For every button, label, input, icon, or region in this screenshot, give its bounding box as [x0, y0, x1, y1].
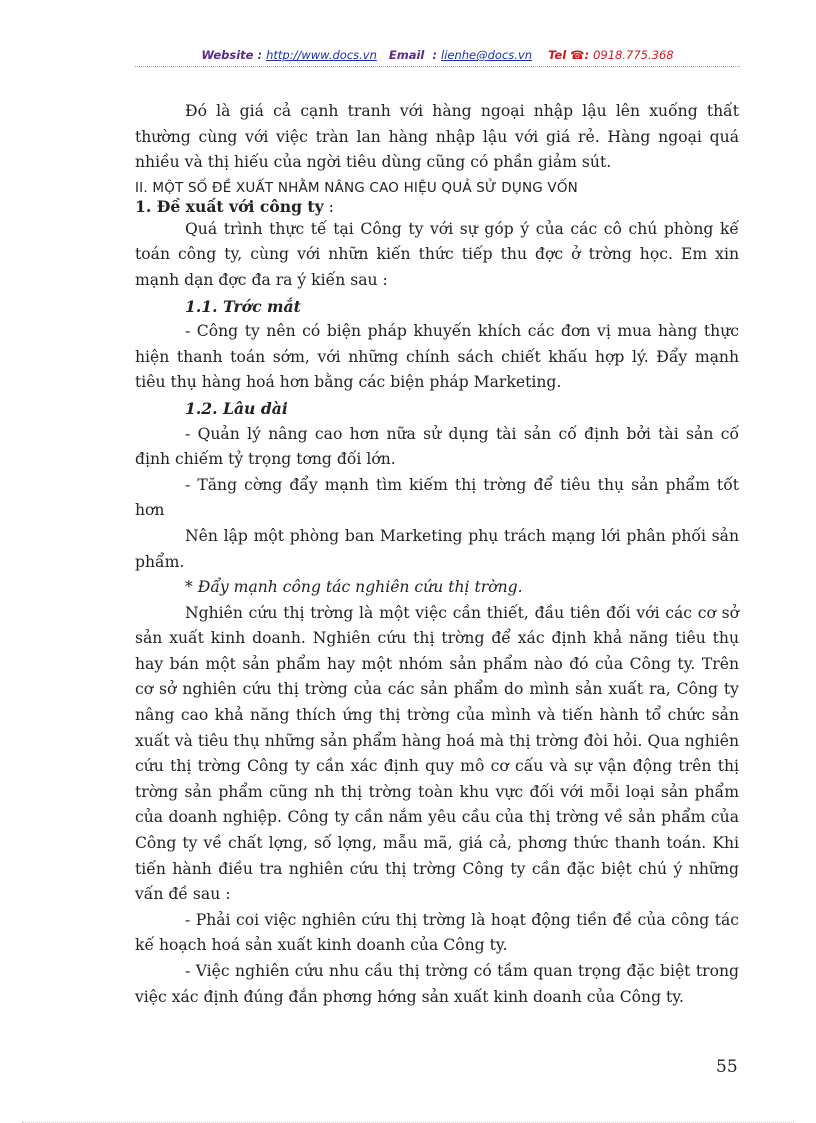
- header-divider: [135, 66, 740, 67]
- page-header: [135, 48, 740, 62]
- website-link[interactable]: http://www.docs.vn: [266, 48, 377, 62]
- paragraph: - Việc nghiên cứu nhu cầu thị trờng có tầm quan trọng đặc biệt trong việc xác định đúng đắn phơng hớng sản xuất kinh doanh của Công ty.: [135, 962, 739, 1006]
- subheading-short-term: 1.1. Trớc mắt: [185, 296, 301, 316]
- paragraph: - Quản lý nâng cao hơn nữa sử dụng tài sản cố định bởi tài sản cố định chiếm tỷ trọng tơng đối lớn.: [135, 424, 739, 469]
- paragraph: - Công ty nên có biện pháp khuyến khích các đơn vị mua hàng thực hiện thanh toán sớm, với những chính sách chiết khấu hợp lý. Đẩy mạnh tiêu thụ hàng hoá hơn bằng các biện pháp Marketing.: [135, 322, 739, 392]
- page-number: 55: [716, 1057, 738, 1077]
- email-label: Email: [388, 48, 425, 62]
- subheading-long-term: 1.2. Lâu dài: [185, 398, 288, 418]
- paragraph: Đó là giá cả cạnh tranh với hàng ngoại nhập lậu lên xuống thất thường cùng với việc tràn lan hàng nhập lậu với giá rẻ. Hàng ngoại quá nhiều và thị hiếu của ngời tiêu dùng cũng có phần giảm sút.: [135, 102, 739, 172]
- website-label: Website :: [201, 48, 263, 62]
- paragraph: - Tăng cờng đẩy mạnh tìm kiếm thị trờng để tiêu thụ sản phẩm tốt hơn: [135, 475, 739, 520]
- phone-number: 0918.775.368: [593, 48, 674, 62]
- italic-heading: * Đẩy mạnh công tác nghiên cứu thị trờng.: [185, 578, 523, 597]
- email-link[interactable]: lienhe@docs.vn: [441, 48, 533, 62]
- subsection-title: 1. Đề xuất với công ty: [135, 196, 324, 216]
- subsection-suffix: :: [323, 197, 334, 216]
- phone-label: Tel ☎:: [548, 48, 590, 62]
- section-heading: II. MỘT SỐ ĐỀ XUẤT NHẰM NÂNG CAO HIỆU QUẢ SỬ DỤNG VỐN: [135, 179, 578, 196]
- document-body: [135, 99, 739, 1010]
- paragraph: - Phải coi việc nghiên cứu thị trờng là hoạt động tiền đề của công tác kế hoạch hoá sản xuất kinh doanh của Công ty.: [135, 910, 739, 955]
- paragraph: Nên lập một phòng ban Marketing phụ trách mạng lới phân phối sản phẩm.: [135, 526, 739, 571]
- paragraph: Nghiên cứu thị trờng là một việc cần thiết, đầu tiên đối với các cơ sở sản xuất kinh doanh. Nghiên cứu thị trờng để xác định khả năng tiêu thụ hay bán một sản phẩm hay một nhóm sản phẩm nào đó của Công ty. Trên cơ sở nghiên cứu thị trờng của các sản phẩm do mình sản xuất ra, Công ty nâng cao khả năng thích ứng thị trờng của mình và tiến hành tổ chức sản xuất và tiêu thụ những sản phẩm hàng hoá mà thị trờng đòi hỏi. Qua nghiên cứu thị trờng Công ty cần xác định quy mô cơ cấu và sự vận động trên thị trờng sản phẩm cũng nh thị trờng toàn khu vực đối với mỗi loại sản phẩm của doanh nghiệp. Công ty cần nắm yêu cầu của thị trờng về sản phẩm của Công ty về chất lợng, số lợng, mẫu mã, giá cả, phơng thức thanh toán. Khi tiến hành điều tra nghiên cứu thị trờng Công ty cần đặc biệt chú ý những vấn đề sau :: [135, 603, 739, 904]
- paragraph: Quá trình thực tế tại Công ty với sự góp ý của các cô chú phòng kế toán công ty, cùng với nhữn kiến thức tiếp thu đợc ở trờng học. Em xin mạnh dạn đợc đa ra ý kiến sau :: [135, 219, 739, 289]
- subsection-heading: [135, 197, 739, 217]
- email-separator: :: [432, 48, 437, 62]
